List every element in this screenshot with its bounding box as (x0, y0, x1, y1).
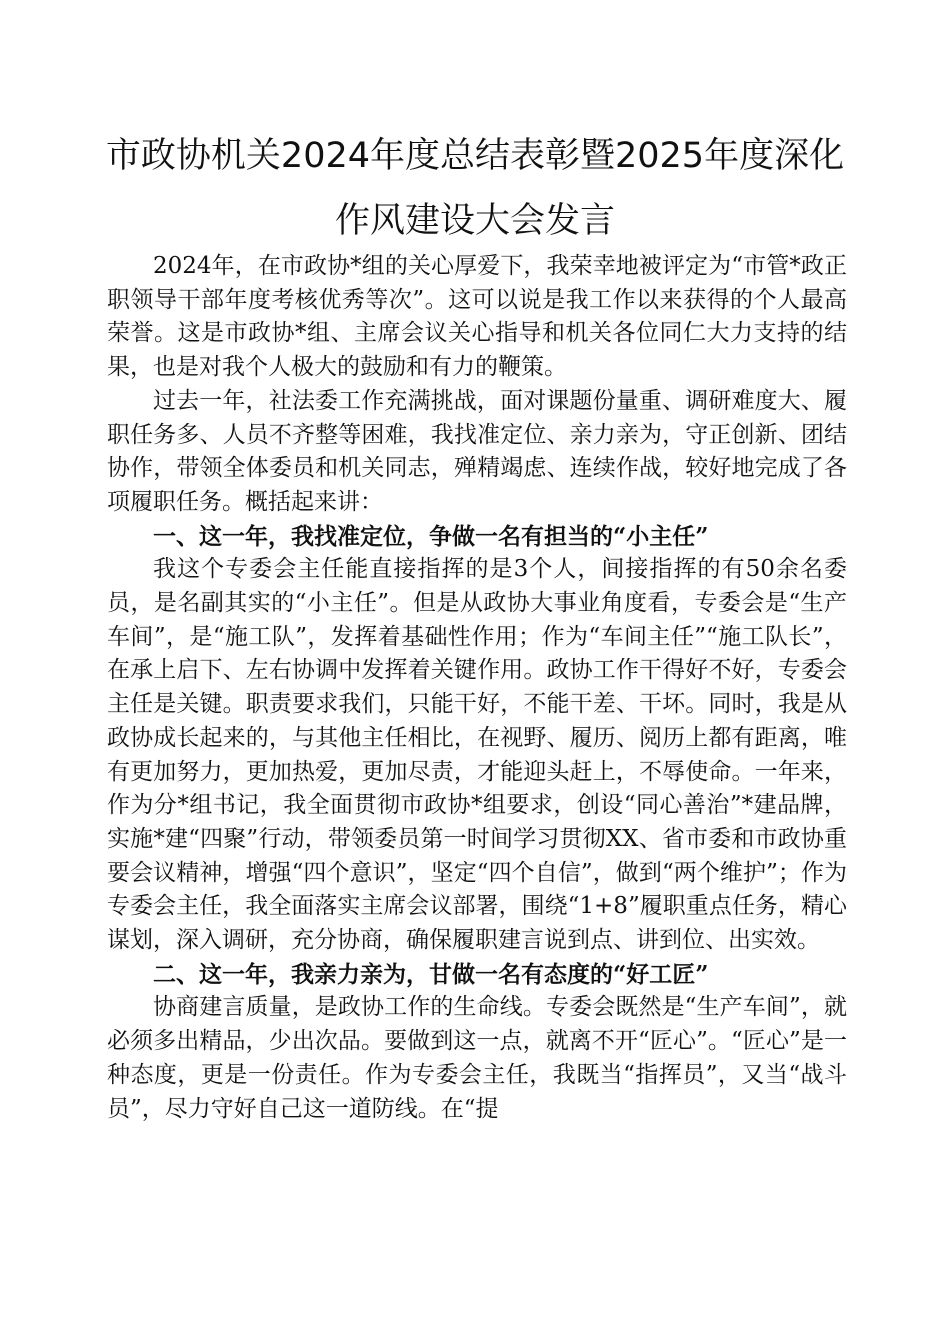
document-title-line-2: 作风建设大会发言 (334, 201, 615, 241)
document-body (107, 250, 847, 1126)
document-title-line-1: 市政协机关2024年度总结表彰暨2025年度深化 (105, 136, 845, 176)
section-heading-2: 二、这一年，我亲力亲为，甘做一名有态度的“好工匠” (153, 960, 709, 988)
paragraph-overview: 过去一年，社法委工作充满挑战，面对课题份量重、调研难度大、履职任务多、人员不齐整等困难，我找准定位、亲力亲为，守正创新、团结协作，带领全体委员和机关同志，殚精竭虑、连续作战，较好地完成了各项履职任务。概括起来讲： (107, 387, 847, 515)
paragraph-intro: 2024年，在市政协*组的关心厚爱下，我荣幸地被评定为“市管*政正职领导干部年度考核优秀等次”。这可以说是我工作以来获得的个人最高荣誉。这是市政协*组、主席会议关心指导和机关各位同仁大力支持的结果，也是对我个人极大的鼓励和有力的鞭策。 (107, 253, 847, 381)
paragraph-section-2: 协商建言质量，是政协工作的生命线。专委会既然是“生产车间”，就必须多出精品，少出次品。要做到这一点，就离不开“匠心”。“匠心”是一种态度，更是一份责任。作为专委会主任，我既当“指挥员”，又当“战斗员”，尽力守好自己这一道防线。在“提 (107, 994, 847, 1122)
paragraph-section-1: 我这个专委会主任能直接指挥的是3个人，间接指挥的有50余名委员，是名副其实的“小主任”。但是从政协大事业角度看，专委会是“生产车间”，是“施工队”，发挥着基础性作用；作为“车间主任”“施工队长”，在承上启下、左右协调中发挥着关键作用。政协工作干得好不好，专委会主任是关键。职责要求我们，只能干好，不能干差、干坏。同时，我是从政协成长起来的，与其他主任相比，在视野、履历、阅历上都有距离，唯有更加努力，更加热爱，更加尽责，才能迎头赶上，不辱使命。一年来，作为分*组书记，我全面贯彻市政协*组要求，创设“同心善治”*建品牌，实施*建“四聚”行动，带领委员第一时间学习贯彻XX、省市委和市政协重要会议精神，增强“四个意识”，坚定“四个自信”，做到“两个维护”；作为专委会主任，我全面落实主席会议部署，围绕“1+8”履职重点任务，精心谋划，深入调研，充分协商，确保履职建言说到点、讲到位、出实效。 (107, 556, 847, 954)
section-heading-1: 一、这一年，我找准定位，争做一名有担当的“小主任” (153, 522, 709, 550)
